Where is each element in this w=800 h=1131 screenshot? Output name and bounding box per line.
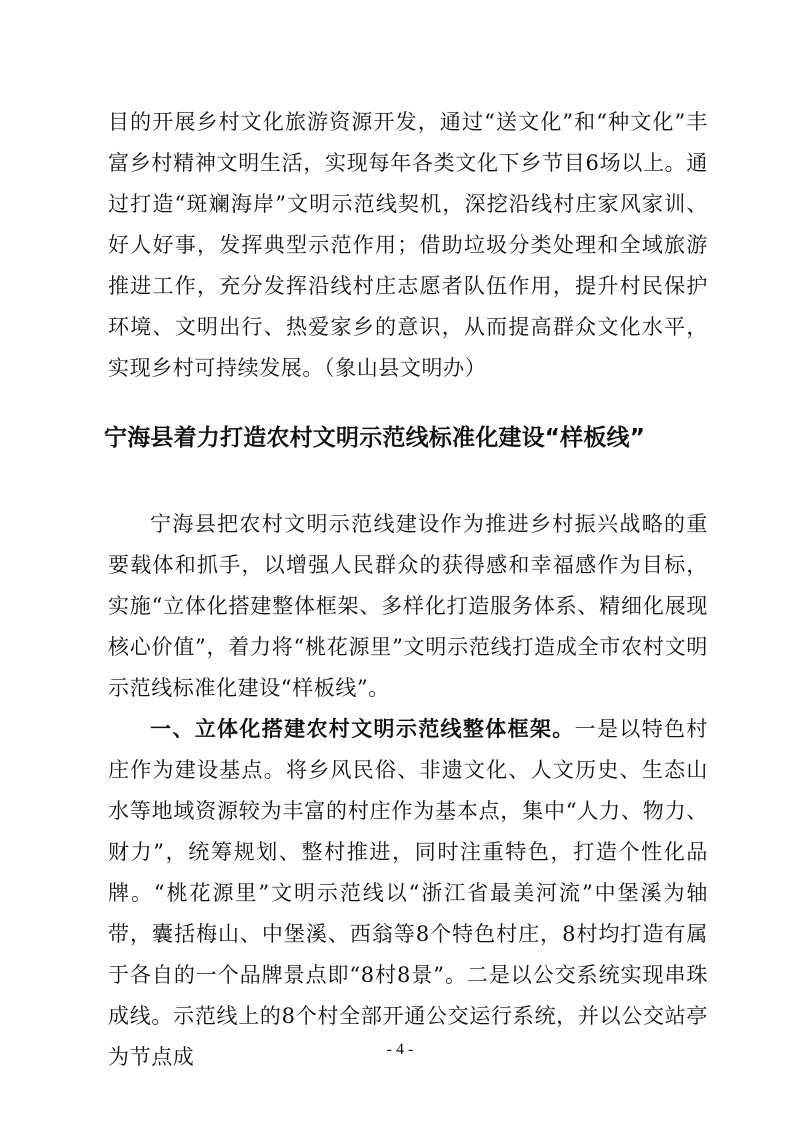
point-one-paragraph	[108, 709, 708, 1078]
page-number: - 4 -	[386, 1041, 414, 1058]
intro-paragraph-block	[108, 102, 708, 389]
point-one-heading: 一、立体化搭建农村文明示范线整体框架。	[150, 717, 575, 741]
section-title: 宁海县着力打造农村文明示范线标准化建设“样板线”	[104, 425, 646, 451]
point-one-body: 一是以特色村庄作为建设基点。将乡风民俗、非遗文化、人文历史、生态山水等地域资源较为丰富的村庄作为基本点，集中“人力、物力、财力”，统筹规划、整村推进，同时注重特色，打造个性化品牌。“桃花源里”文明示范线以“浙江省最美河流”中堡溪为轴带，囊括梅山、中堡溪、西翁等8个特色村庄，8村均打造有属于各自的一个品牌景点即“8村8景”。二是以公交系统实现串珠成线。示范线上的8个村全部开通公交运行系统，并以公交站亭为节点成	[108, 717, 708, 1069]
section-intro-paragraph: 宁海县把农村文明示范线建设作为推进乡村振兴战略的重要载体和抓手，以增强人民群众的获得感和幸福感作为目标，实施“立体化搭建整体框架、多样化打造服务体系、精细化展现核心价值”，着力将“桃花源里”文明示范线打造成全市农村文明示范线标准化建设“样板线”。	[108, 512, 708, 700]
section-intro-block	[108, 504, 708, 709]
intro-paragraph: 目的开展乡村文化旅游资源开发，通过“送文化”和“种文化”丰富乡村精神文明生活，实现每年各类文化下乡节目6场以上。通过打造“斑斓海岸”文明示范线契机，深挖沿线村庄家风家训、好人好事，发挥典型示范作用；借助垃圾分类处理和全域旅游推进工作，充分发挥沿线村庄志愿者队伍作用，提升村民保护环境、文明出行、热爱家乡的意识，从而提高群众文化水平，实现乡村可持续发展。（象山县文明办）	[108, 110, 708, 380]
point-one-block	[108, 709, 708, 1078]
